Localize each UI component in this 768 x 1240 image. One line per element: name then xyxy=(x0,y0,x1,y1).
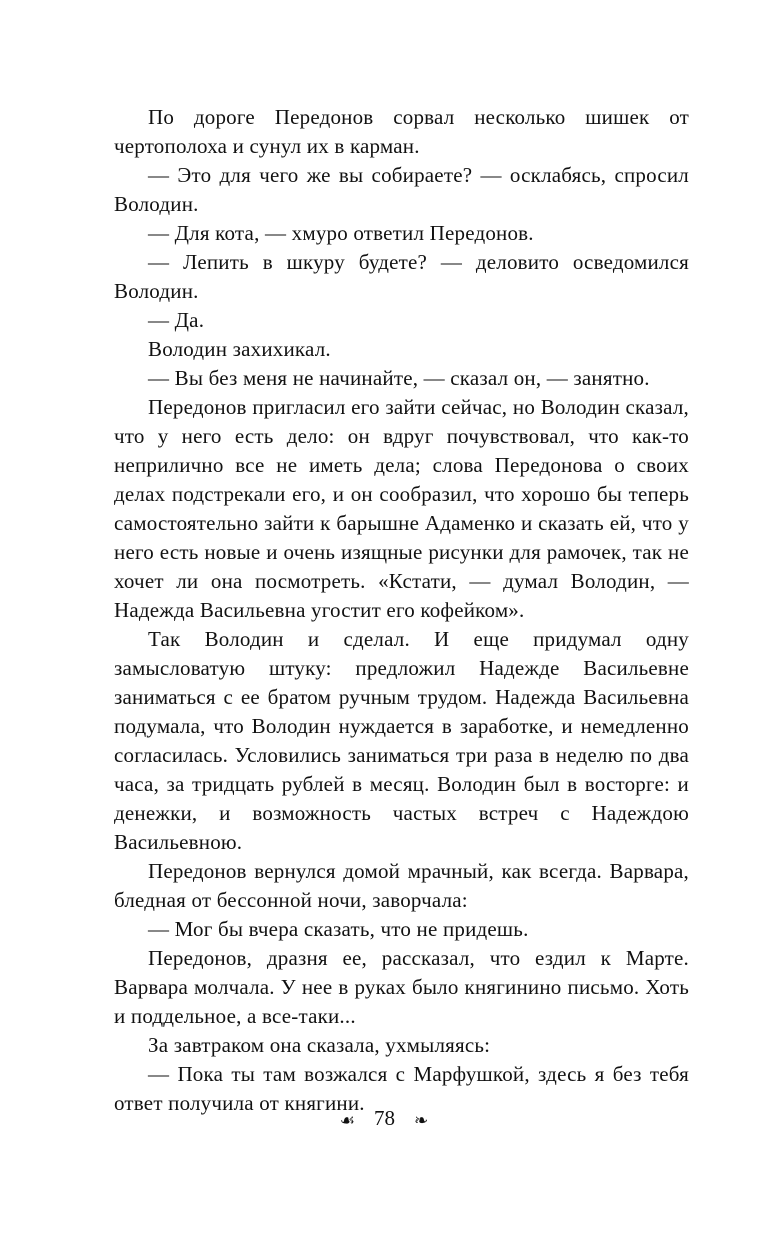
page-footer xyxy=(0,1106,768,1131)
paragraph: — Лепить в шкуру будете? — деловито осведомился Володин. xyxy=(114,250,689,303)
paragraph: — Да. xyxy=(148,308,205,332)
fleuron-right-icon: ❧ xyxy=(414,1111,429,1131)
paragraph: — Пока ты там возжался с Марфушкой, здесь я без тебя ответ получила от княгини. xyxy=(114,1062,689,1115)
page-number: 78 xyxy=(374,1106,395,1130)
paragraph: — Это для чего же вы собираете? — осклабясь, спросил Володин. xyxy=(114,163,689,216)
page-text-block xyxy=(114,103,689,1118)
paragraph: За завтраком она сказала, ухмыляясь: xyxy=(148,1033,491,1057)
paragraph: Передонов пригласил его зайти сейчас, но Володин сказал, что у него есть дело: он вдруг почувствовал, что как-то неприлично все не иметь дела; слова Передонова о своих делах подстрекали его, и он сообразил, что хорошо бы теперь самостоятельно зайти к барышне Адаменко и сказать ей, что у него есть новые и очень изящные рисунки для рамочек, так не хочет ли она посмотреть. «Кстати, — думал Володин, — Надежда Васильевна угостит его кофейком». xyxy=(114,395,689,622)
paragraph: — Для кота, — хмуро ответил Передонов. xyxy=(148,221,534,245)
paragraph: — Вы без меня не начинайте, — сказал он, — занятно. xyxy=(148,366,650,390)
fleuron-left-icon: ☙ xyxy=(339,1111,355,1131)
paragraph: Передонов, дразня ее, рассказал, что ездил к Марте. Варвара молчала. У нее в руках было княгинино письмо. Хоть и поддельное, а все-таки... xyxy=(114,946,689,1028)
paragraph: Володин захихикал. xyxy=(148,337,331,361)
paragraph: — Мог бы вчера сказать, что не придешь. xyxy=(148,917,529,941)
paragraph: Так Володин и сделал. И еще придумал одну замысловатую штуку: предложил Надежде Васильевне заниматься с ее братом ручным трудом. Надежда Васильевна подумала, что Володин нуждается в заработке, и немедленно согласилась. Условились заниматься три раза в неделю по два часа, за тридцать рублей в месяц. Володин был в восторге: и денежки, и возможность частых встреч с Надеждою Васильевною. xyxy=(114,627,689,854)
paragraph: По дороге Передонов сорвал несколько шишек от чертополоха и сунул их в карман. xyxy=(114,105,689,158)
paragraph: Передонов вернулся домой мрачный, как всегда. Варвара, бледная от бессонной ночи, заворчала: xyxy=(114,859,689,912)
